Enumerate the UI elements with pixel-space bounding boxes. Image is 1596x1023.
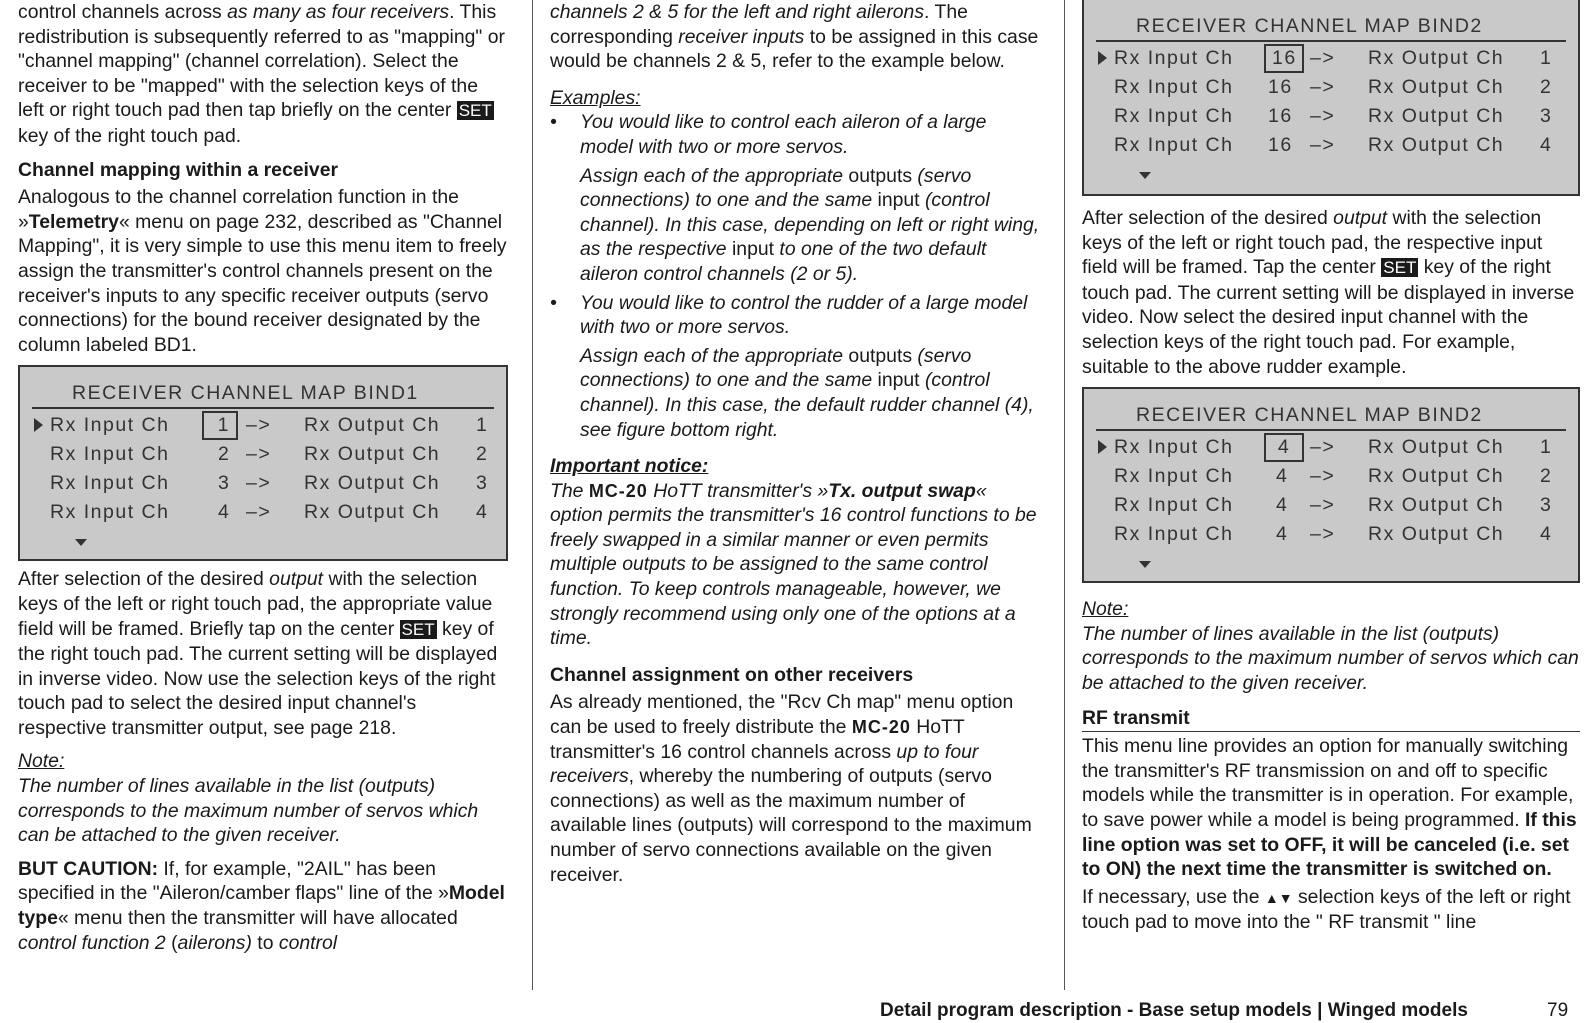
cursor-arrow-icon bbox=[1098, 51, 1107, 65]
set-key-label: SET bbox=[401, 619, 435, 639]
heading-channel-mapping: Channel mapping within a receiver bbox=[18, 158, 339, 181]
input-channel-field[interactable]: 1 bbox=[202, 411, 238, 440]
set-key-label: SET bbox=[1383, 258, 1417, 278]
receiver-channel-map-screen-bind2-b bbox=[1082, 387, 1580, 583]
up-down-arrow-icon: ▲▼ bbox=[1264, 889, 1293, 906]
paragraph-after-selection: After selection of the desired output with the selection keys of the left or right touch pad, the appropriate value field will be framed. Briefly tap on the center SET key of the right touch pad. The current setting will be displayed in inverse video. Now use the selection keys of the right touch pad to select the desired input channel's respective transmitter output, see page 218. bbox=[18, 568, 498, 739]
screen-row[interactable]: Rx Input Ch 4 –> Rx Output Ch 1 bbox=[1084, 433, 1578, 461]
note-text: The number of lines available in the list (outputs) corresponds to the maximum number of servos which can be attached to the given receiver. bbox=[1082, 622, 1579, 694]
note-text: The number of lines available in the list (outputs) corresponds to the maximum number of servos which can be attached to the given receiver. bbox=[18, 775, 479, 847]
receiver-channel-map-screen-bind2-a bbox=[1082, 0, 1580, 196]
screen-row[interactable]: Rx Input Ch 16 –> Rx Output Ch 1 bbox=[1084, 44, 1578, 72]
scroll-down-icon bbox=[1139, 172, 1151, 179]
scroll-down-icon bbox=[75, 539, 87, 546]
paragraph-caution: BUT CAUTION: If, for example, "2AIL" has been specified in the "Aileron/camber flaps" line of the »Model type« menu then the transmitter will have allocated control function 2 (ailerons) to control bbox=[18, 857, 505, 954]
example-1-detail: Assign each of the appropriate outputs (servo connections) to one and the same input (control channel). In this case, depending on left or right wing, as the respective input to one of the two default aileron control channels (2 or 5). bbox=[580, 164, 1040, 285]
screen-row[interactable]: Rx Input Ch 4 –> Rx Output Ch 2 bbox=[1114, 465, 1553, 488]
receiver-channel-map-screen-bind1 bbox=[18, 365, 508, 561]
column-divider-2 bbox=[1064, 0, 1065, 990]
paragraph-continued: channels 2 & 5 for the left and right ailerons. The corresponding receiver inputs to be assigned in this case would be channels 2 & 5, refer to the example below. bbox=[550, 1, 1039, 73]
note-label: Note: bbox=[18, 750, 65, 773]
screen-title: RECEIVER CHANNEL MAP BIND2 bbox=[1136, 15, 1483, 37]
column-1 bbox=[18, 0, 508, 955]
screen-row[interactable]: Rx Input Ch 1 –> Rx Output Ch 1 bbox=[20, 411, 506, 439]
important-notice-label: Important notice: bbox=[550, 455, 709, 478]
mc20-logo: MC-20 bbox=[588, 480, 648, 501]
paragraph-mapping: Analogous to the channel correlation function in the »Telemetry« menu on page 232, described as "Channel Mapping", it is very simple to use this menu item to freely assign the transmitter's control channels present on the receiver's inputs to any specific receiver outputs (servo connections) for the bound receiver designated by the column labeled BD1. bbox=[18, 186, 507, 356]
examples-label: Examples: bbox=[550, 86, 641, 109]
paragraph-rf-transmit: This menu line provides an option for manually switching the transmitter's RF transmission on and off to specific models while the transmitter is in operation. For example, to save power while a model is being programmed. If this line option was set to OFF, it will be canceled (i.e. set to ON) the next time the transmitter is switched on. bbox=[1082, 735, 1577, 881]
cursor-arrow-icon bbox=[34, 418, 43, 432]
example-1: • You would like to control each aileron of a large model with two or more servos. bbox=[550, 111, 987, 158]
screen-title: RECEIVER CHANNEL MAP BIND2 bbox=[1136, 404, 1483, 427]
important-notice-text: The MC-20 HoTT transmitter's »Tx. output swap« option permits the transmitter's 16 control functions to be freely swapped in a similar manner or even permits multiple outputs to be assigned to the same control function. To keep controls manageable, however, we strongly recommend using only one of the options at a time. bbox=[550, 479, 1037, 650]
screen-row[interactable]: Rx Input Ch 16 –> Rx Output Ch 2 bbox=[1114, 76, 1553, 98]
paragraph-after-selection: After selection of the desired output with the selection keys of the left or right touch pad, the respective input field will be framed. Tap the center SET key of the right touch pad. The current setting will be displayed in inverse video. Now select the desired input channel with the selection keys of the right touch pad. For example, suitable to the above rudder example. bbox=[1082, 207, 1575, 378]
example-2-detail: Assign each of the appropriate outputs (servo connections) to one and the same input (control channel). In this case, the default rudder channel (4), see figure bottom right. bbox=[580, 344, 1034, 441]
screen-row[interactable]: Rx Input Ch 2 –> Rx Output Ch 2 bbox=[50, 443, 489, 466]
screen-title: RECEIVER CHANNEL MAP BIND1 bbox=[72, 382, 419, 405]
column-2 bbox=[550, 0, 1040, 887]
input-channel-field[interactable]: 4 bbox=[1264, 433, 1304, 462]
paragraph-other-receivers: As already mentioned, the "Rcv Ch map" menu option can be used to freely distribute the MC-20 HoTT transmitter's 16 control channels across up to four receivers, whereby the numbering of outputs (servo connections) as well as the maximum number of available lines (outputs) will correspond to the maximum number of servo connections available on the given receiver. bbox=[550, 691, 1032, 886]
paragraph-rf-navigation: If necessary, use the ▲▼ selection keys of the left or right touch pad to move into the " RF transmit " line bbox=[1082, 885, 1571, 934]
screen-row[interactable]: Rx Input Ch 16 –> Rx Output Ch 4 bbox=[1114, 134, 1553, 156]
note-label: Note: bbox=[1082, 598, 1129, 621]
screen-row[interactable]: Rx Input Ch 16 –> Rx Output Ch 3 bbox=[1114, 105, 1553, 127]
column-divider-1 bbox=[532, 0, 533, 990]
screen-row[interactable]: Rx Input Ch 3 –> Rx Output Ch 3 bbox=[50, 472, 489, 495]
screen-row[interactable]: Rx Input Ch 4 –> Rx Output Ch 4 bbox=[1114, 523, 1553, 546]
example-2: • You would like to control the rudder of a large model with two or more servos. bbox=[550, 291, 1028, 339]
column-3 bbox=[1082, 0, 1580, 935]
scroll-down-icon bbox=[1139, 561, 1151, 568]
paragraph-intro: control channels across as many as four receivers. This redistribution is subsequently referred to as "mapping" or "channel mapping" (channel correlation). Select the receiver to be "mapped" with the selection keys of the left or right touch pad then tap briefly on the center SET key of the right touch pad. bbox=[18, 1, 505, 147]
heading-other-receivers: Channel assignment on other receivers bbox=[550, 663, 914, 686]
footer-title: Detail program description - Base setup models | Winged models bbox=[880, 1000, 1468, 1021]
set-key-label: SET bbox=[458, 101, 492, 121]
screen-row[interactable]: Rx Input Ch 4 –> Rx Output Ch 3 bbox=[1114, 494, 1553, 517]
mc20-logo: MC-20 bbox=[851, 717, 911, 738]
cursor-arrow-icon bbox=[1098, 440, 1107, 454]
page-number: 79 bbox=[1547, 1000, 1569, 1021]
input-channel-field[interactable]: 16 bbox=[1264, 44, 1304, 73]
screen-row[interactable]: Rx Input Ch 4 –> Rx Output Ch 4 bbox=[50, 501, 489, 524]
heading-rf-transmit: RF transmit bbox=[1082, 706, 1580, 733]
